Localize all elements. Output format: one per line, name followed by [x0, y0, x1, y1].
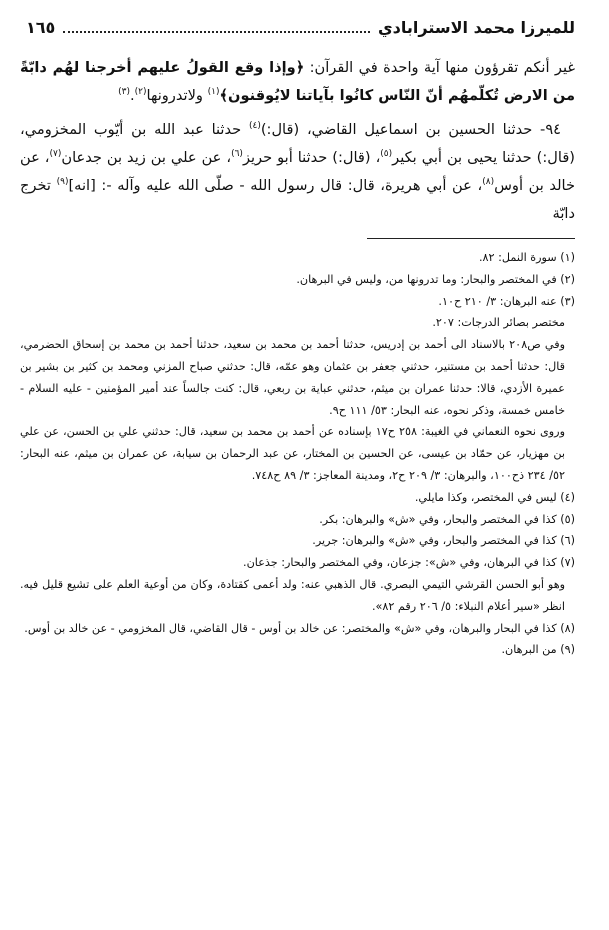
footnotes — [20, 247, 575, 661]
header-dotted-leader — [63, 21, 370, 33]
paragraph-text: حدثنا عبد الله بن أيّوب المخزومي، (قال:) حدثنا يحيى بن أبي بكير — [20, 121, 575, 166]
footnote-marker: (٣) — [118, 87, 130, 98]
paragraph-text: ، (قال:) حدثنا أبو حريز — [242, 149, 381, 166]
paragraph-text: غير أنكم تقرؤون منها آية واحدة في القرآن: — [304, 59, 575, 76]
paragraph-text: ٩٤- حدثنا الحسين بن اسماعيل القاضي، (قال:) — [260, 121, 561, 138]
paragraph-text: ، عن علي بن زيد بن جدعان — [61, 149, 232, 166]
footnote-3-continuation: وروى نحوه النعماني في الغيبة: ٢٥٨ ح١٧ بإسناده عن أحمد بن محمد بن سعيد، قال: حدثني علي بن الحسن، عن علي بن مهزيار، عن حمّاد بن عيسى، عن الحسين بن المختار، عن عبد الرحمان بن سيابة، عن عمران بن ميثم، عنه البحار: ٥٢/ ٢٣٤ ذح١٠٠، والبرهان: ٣/ ٢٠٩ ح٢، ومدينة المعاجز: ٣/ ٨٩ ح٧٤٨. — [20, 425, 565, 482]
footnote-2: (٢) في المختصر والبحار: وما تدرونها من، وليس في البرهان. — [296, 272, 575, 286]
footnote-3: (٣) عنه البرهان: ٣/ ٢١٠ ح١٠. — [438, 294, 575, 308]
footnote-3-continuation: مختصر بصائر الدرجات: ٢٠٧. — [432, 316, 565, 330]
footnote-marker: (٤) — [248, 121, 261, 132]
footnote-3-continuation: وفي ص٢٠٨ بالاسناد الى أحمد بن إدريس، حدثنا أحمد بن محمد بن سعيد، حدثنا أحمد بن محمد بن إسحاق الحضرمي، قال: حدثنا أحمد بن مستنير، حدثني جعفر بن عثمان وهو عمّه، قال: حدثني صباح المزني ومحمد بن كثير بن بشير بن عميرة الأزدي، قالا: حدثنا عمران بن ميثم، حدثني عباية بن ربعي، قال: كنت جالساً عند أمير المؤمنين - عليه السلام - خامس خمسة، وذكر نحوه، عنه البحار: ٥٣/ ١١١ ح٩. — [20, 338, 565, 417]
running-header — [20, 14, 575, 40]
paragraph-text: تخرج دابّة — [20, 177, 575, 222]
footnote-marker: (٨) — [482, 177, 495, 188]
footnote-marker: (٧) — [49, 149, 62, 160]
paragraph-text: ، عن أبي هريرة، قال: قال رسول الله - صلّى الله عليه وآله -: [انه] — [68, 177, 483, 194]
footnote-separator — [367, 238, 575, 239]
quran-verse: ﴿وإذا وقع القولُ عليهم أخرجنا لهُم دابّةً من الارض تُكلّمهُم أنّ النّاس كانُوا بآياتنا لايُوقنون﴾ — [20, 59, 575, 104]
footnote-marker: (٥) — [380, 149, 393, 160]
footnote-5: (٥) كذا في المختصر والبحار، وفي «ش» والبرهان: بكر. — [319, 512, 575, 526]
footnote-1: (١) سورة النمل: ٨٢. — [478, 251, 575, 264]
main-text — [20, 54, 575, 228]
footnote-marker: (٩) — [56, 177, 69, 188]
footnote-marker: (١) — [207, 87, 220, 98]
footnote-marker: (٢) — [134, 87, 147, 98]
paragraph-text: . — [130, 87, 135, 104]
footnote-8: (٨) كذا في البحار والبرهان، وفي «ش» والمختصر: عن خالد بن أوس - قال القاضي، قال المخزومي - عن خالد بن أوس. — [24, 621, 575, 635]
paragraph-hadith-94 — [20, 116, 575, 228]
footnote-4: (٤) ليس في المختصر، وكذا مايلي. — [414, 490, 575, 504]
paragraph-quran-quote — [20, 54, 575, 110]
footnote-marker: (٦) — [231, 149, 243, 160]
page-number: ١٦٥ — [26, 17, 56, 37]
paragraph-text: ولاتدرونها — [146, 87, 208, 104]
footnote-7: (٧) كذا في البرهان، وفي «ش»: جزعان، وفي المختصر والبحار: جذعان. — [243, 556, 575, 570]
footnote-9: (٩) من البرهان. — [501, 643, 575, 657]
footnote-7-continuation: وهو أبو الحسن القرشي التيمي البصري. قال الذهبي عنه: ولد أعمى كقتادة، وكان من أوعية العلم على تشيع قليل فيه. انظر «سير أعلام النبلاء: ٥/ ٢٠٦ رقم ٨٢». — [20, 577, 565, 613]
running-title: للميرزا محمد الاسترابادي — [378, 17, 575, 37]
footnote-6: (٦) كذا في المختصر والبحار، وفي «ش» والبرهان: جرير. — [312, 534, 575, 548]
paragraph-text: ، عن خالد بن أوس — [20, 149, 575, 194]
